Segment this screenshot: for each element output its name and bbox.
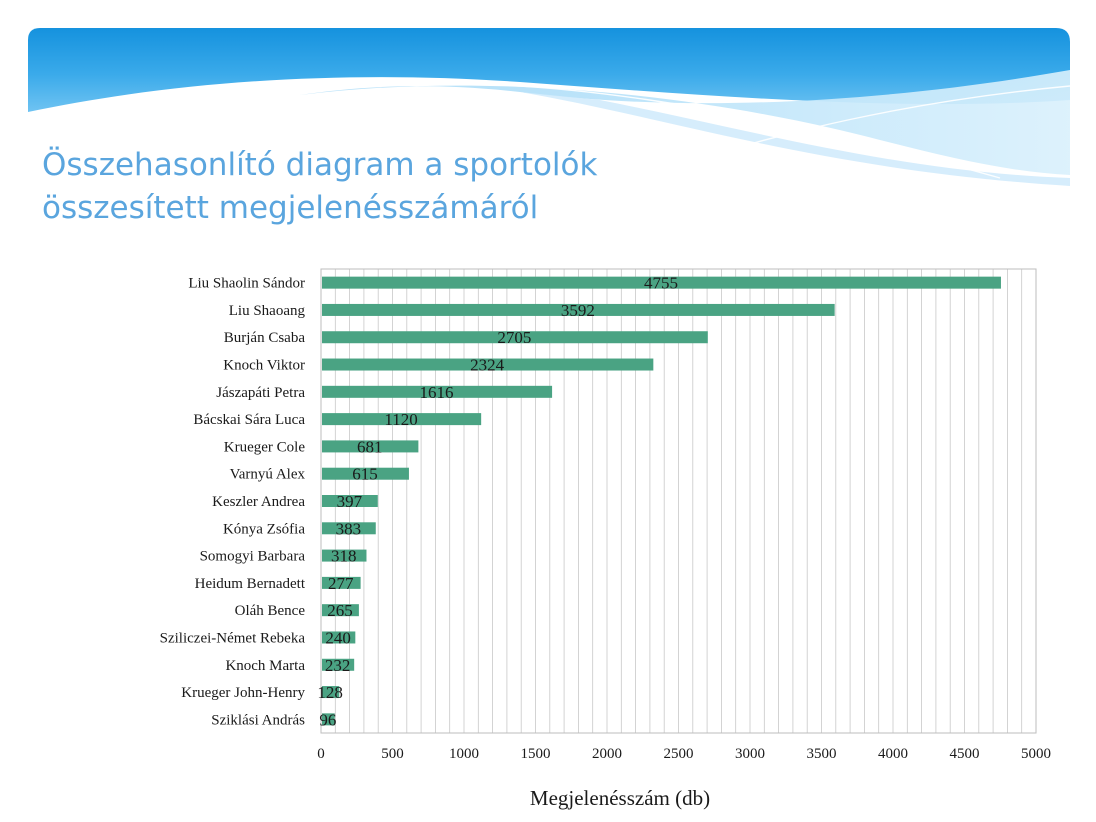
- category-label: Liu Shaolin Sándor: [188, 275, 305, 292]
- x-tick-labels: [317, 746, 1051, 762]
- data-label: 2324: [470, 355, 505, 375]
- x-tick-label: 2500: [663, 746, 694, 762]
- category-labels: [160, 276, 306, 729]
- data-label: 397: [336, 492, 363, 511]
- category-label: Sziliczei-Német Rebeka: [159, 630, 305, 647]
- data-label: 232: [324, 655, 351, 675]
- data-label: 318: [330, 546, 357, 566]
- category-label: Jászapáti Petra: [216, 384, 305, 401]
- category-label: Krueger Cole: [223, 439, 305, 456]
- category-label: Oláh Bence: [234, 603, 305, 620]
- category-label: Burján Csaba: [223, 330, 305, 347]
- data-label: 96: [319, 710, 337, 730]
- x-tick-label: 4000: [878, 746, 908, 762]
- x-tick-label: 2000: [592, 746, 622, 762]
- x-tick-label: 3000: [735, 746, 765, 762]
- data-label: 615: [352, 464, 378, 484]
- category-label: Knoch Marta: [225, 657, 305, 674]
- x-tick-label: 5000: [1021, 746, 1051, 762]
- data-label: 2705: [497, 328, 532, 348]
- x-tick-label: 0: [317, 746, 325, 762]
- category-label: Varnyú Alex: [229, 466, 305, 483]
- slide-title-line-1: Összehasonlító diagram a sportolók: [42, 147, 598, 183]
- data-label: 4755: [643, 273, 678, 293]
- bar-chart: [0, 250, 1096, 822]
- data-label: 681: [356, 437, 383, 457]
- bars: [322, 277, 1001, 726]
- data-label: 265: [327, 601, 353, 621]
- data-label: 1120: [384, 410, 418, 430]
- x-tick-label: 500: [381, 746, 404, 762]
- slide-title: [42, 144, 682, 230]
- slide-title-line-2: összesített megjelenésszámáról: [42, 190, 539, 226]
- category-label: Krueger John-Henry: [181, 685, 305, 702]
- data-label: 240: [325, 628, 351, 648]
- x-tick-label: 3500: [806, 746, 837, 762]
- category-label: Kónya Zsófia: [222, 521, 305, 538]
- x-axis-title: Megjelenésszám (db): [529, 786, 711, 810]
- category-label: Liu Shaoang: [228, 302, 305, 319]
- category-label: Heidum Bernadett: [194, 575, 305, 592]
- category-label: Knoch Viktor: [223, 357, 305, 374]
- data-label: 277: [328, 573, 354, 593]
- category-label: Bácskai Sára Luca: [193, 412, 305, 429]
- data-label: 3592: [560, 300, 595, 320]
- category-label: Sziklási András: [211, 712, 305, 729]
- x-tick-label: 1500: [520, 746, 551, 762]
- category-label: Somogyi Barbara: [199, 548, 305, 565]
- data-label: 128: [317, 683, 343, 703]
- x-tick-label: 1000: [449, 746, 479, 762]
- data-label: 383: [335, 519, 362, 539]
- x-tick-label: 4500: [949, 746, 980, 762]
- data-label: 1616: [419, 382, 454, 402]
- category-label: Keszler Andrea: [212, 494, 305, 510]
